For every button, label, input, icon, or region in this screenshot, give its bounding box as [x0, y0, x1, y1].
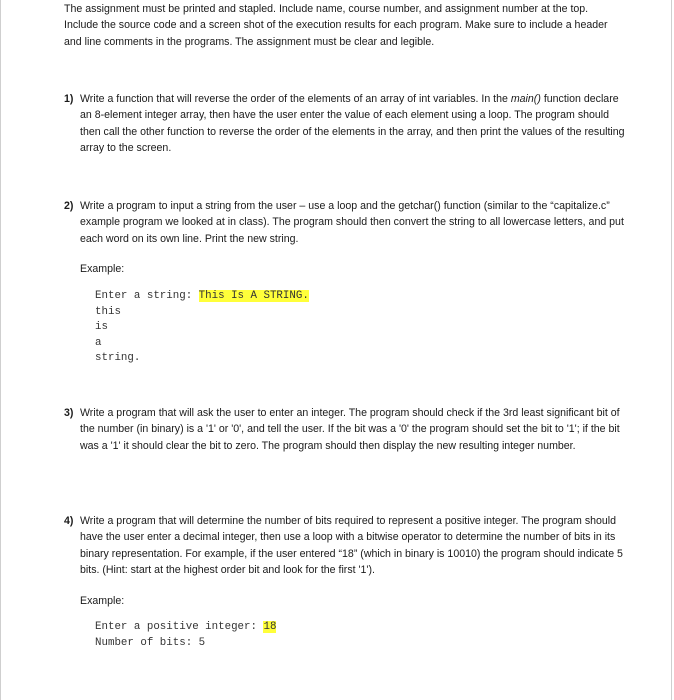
question-4-example-code — [95, 620, 276, 651]
code-user-input: This Is A STRING. — [198, 290, 309, 302]
question-3-text: Write a program that will ask the user to enter an integer. The program should check if the 3rd least significant bit of the number (in binary) is a '1' or '0', and tell the user. If the bit was a '0' the program should set the bit to '1'; if the bit was a '1' it should clear the bit to zero. The program should then display the new resulting integer number. — [80, 407, 620, 452]
question-1-text-a: Write a function that will reverse the order of the elements of an array of int variables. In the — [80, 93, 511, 105]
code-output-line: this — [95, 305, 121, 318]
question-1-number: 1) — [64, 93, 74, 105]
question-2-text: Write a program to input a string from the user – use a loop and the getchar() function (similar to the “capitalize.c” example program we looked at in class). The program should then convert the string to all lowercase letters, and put each word on its own line. Print the new string. — [80, 200, 624, 245]
question-3-number: 3) — [64, 407, 74, 419]
code-output-line: Number of bits: 5 — [95, 636, 206, 649]
question-1-text-b: function declare an 8-element integer array, then have the user enter the value of each element using a loop. The program should then call the other function to reverse the order of the elements in the array, and then print the values of the resulting array to the screen. — [80, 93, 625, 154]
question-4-number: 4) — [64, 515, 74, 527]
code-user-input: 18 — [263, 621, 277, 633]
question-2-number: 2) — [64, 200, 74, 212]
question-4-text: Write a program that will determine the number of bits required to represent a positive integer. The program should have the user enter a decimal integer, then use a loop with a bitwise operator to determine the number of bits in its binary representation. For example, if the user entered “18” (which in binary is 10010) the program should indicate 5 bits. (Hint: start at the highest order bit and look for the first '1'). — [80, 515, 623, 576]
code-output-line: is — [95, 321, 108, 334]
question-2-example-label: Example: — [80, 263, 125, 275]
question-4-example-label: Example: — [80, 595, 125, 607]
code-output-line: a — [95, 336, 102, 349]
question-1-text — [80, 91, 625, 156]
question-2-example-code — [95, 289, 309, 367]
intro-paragraph: The assignment must be printed and stapled. Include name, course number, and assignment number at the top. Include the source code and a screen shot of the execution results for each program. Make sure to include a header and line comments in the programs. The assignment must be clear and legible. — [64, 3, 608, 48]
code-prompt-line — [95, 289, 309, 305]
code-prompt: Enter a string: — [95, 290, 199, 302]
code-prompt-line — [95, 620, 276, 636]
question-1-main-keyword: main() — [510, 93, 541, 105]
code-output-line: string. — [95, 352, 141, 365]
code-prompt: Enter a positive integer: — [95, 621, 264, 633]
